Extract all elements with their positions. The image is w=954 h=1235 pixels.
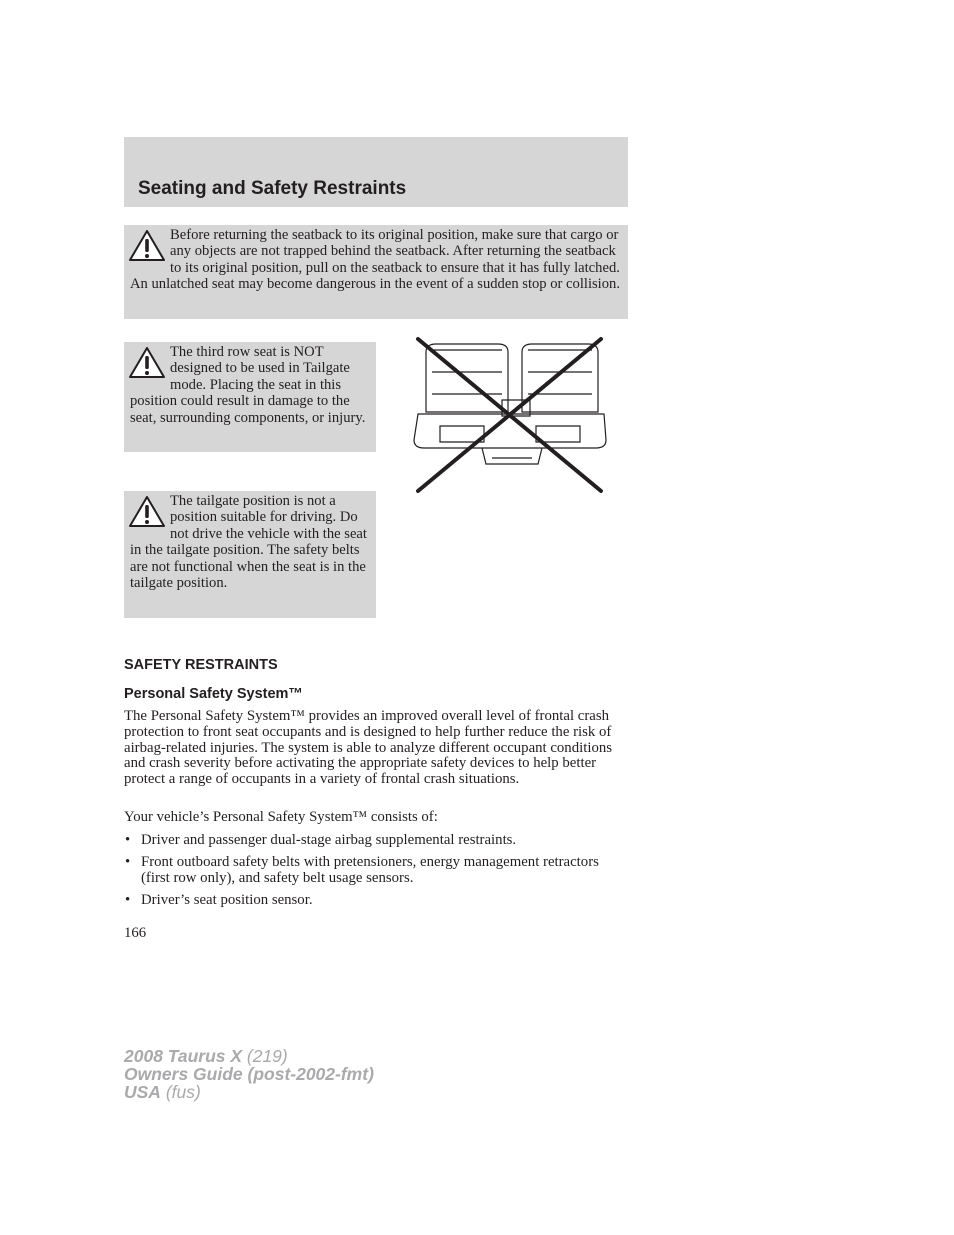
bullet-dot: • [125, 853, 131, 870]
warning-box-seatback [124, 225, 628, 319]
footer-line-model: 2008 Taurus X (219) [124, 1046, 288, 1066]
paragraph-consists-of: Your vehicle’s Personal Safety System™ consists of: [124, 809, 438, 825]
footer-document-info [124, 1047, 374, 1101]
warning-text: The tailgate position is not a position suitable for driving. Do not drive the vehicle with the seat in the tailgate position. The safety belts are not functional when the seat is in the tailgate position. [130, 493, 367, 592]
warning-box-tailgate-driving [124, 491, 376, 618]
section-heading: SAFETY RESTRAINTS [124, 657, 278, 673]
footer-line-market: USA (fus) [124, 1082, 201, 1102]
third-row-seat-crossed-out-illustration [412, 336, 608, 494]
list-item [124, 854, 630, 887]
list-item-text: Front outboard safety belts with pretensioners, energy management retractors (first row only), and safety belt usage sensors. [141, 853, 599, 886]
warning-text: Before returning the seatback to its original position, make sure that cargo or any objects are not trapped behind the seatback. After returning the seatback to its original position, pull on the seatback to ensure that it has fully latched. An unlatched seat may become dangerous in the event of a sudden stop or collision. [130, 227, 620, 293]
list-item [124, 892, 630, 909]
bullet-dot: • [125, 891, 131, 908]
list-item-text: Driver and passenger dual-stage airbag supplemental restraints. [141, 832, 517, 848]
page-title: Seating and Safety Restraints [138, 178, 407, 199]
bullet-list [124, 832, 630, 913]
page-number: 166 [124, 925, 147, 941]
bullet-dot: • [125, 832, 131, 848]
header-band [124, 137, 628, 207]
warning-text: The third row seat is NOT designed to be used in Tailgate mode. Placing the seat in this position could result in damage to the seat, surrounding components, or injury. [130, 344, 366, 426]
warning-triangle-icon [128, 495, 166, 529]
warning-triangle-icon [128, 346, 166, 380]
footer-line-guide: Owners Guide (post-2002-fmt) [124, 1064, 374, 1084]
list-item-text: Driver’s seat position sensor. [141, 891, 313, 908]
warning-box-tailgate-mode [124, 342, 376, 452]
subsection-heading: Personal Safety System™ [124, 686, 303, 702]
paragraph-intro: The Personal Safety System™ provides an improved overall level of frontal crash protection to front seat occupants and is designed to help further reduce the risk of airbag-related injuries. The system is able to analyze different occupant conditions and crash severity before activating the appropriate safety devices to help better protect a range of occupants in a variety of frontal crash situations. [124, 708, 612, 788]
list-item [124, 832, 630, 849]
warning-triangle-icon [128, 229, 166, 263]
